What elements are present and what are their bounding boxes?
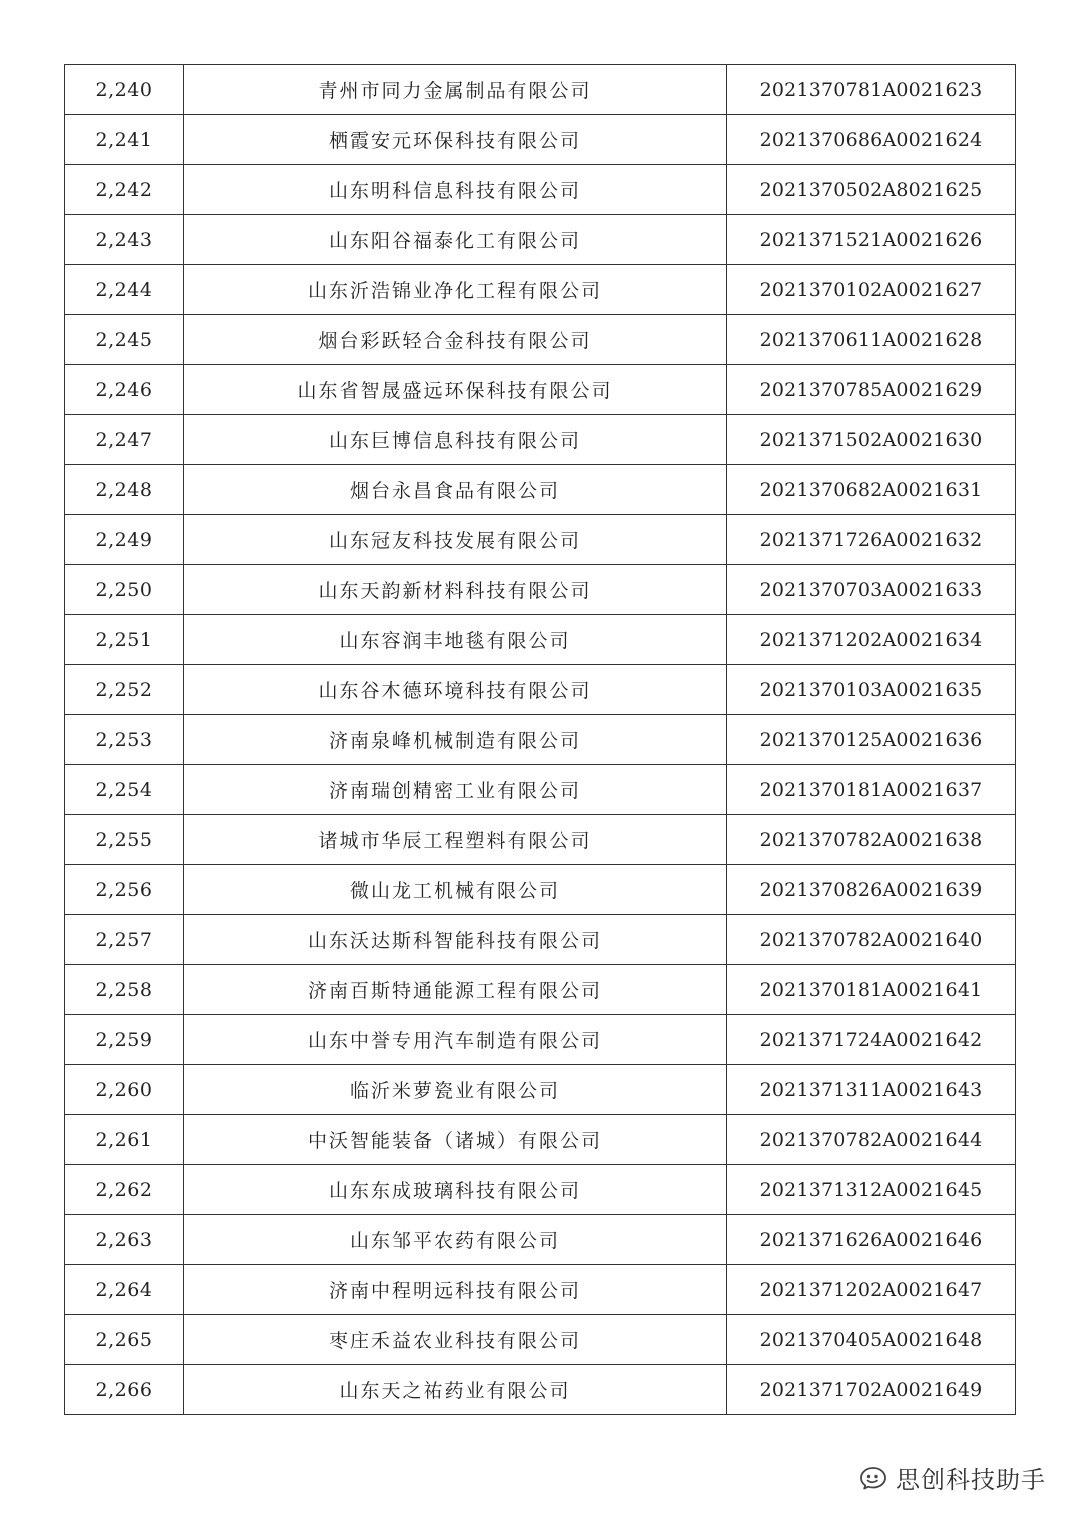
- row-number: 2,258: [65, 965, 184, 1015]
- row-number: 2,246: [65, 365, 184, 415]
- company-name: 山东天之祐药业有限公司: [184, 1365, 727, 1415]
- registration-code: 2021370502A8021625: [727, 165, 1016, 215]
- company-name: 山东沃达斯科智能科技有限公司: [184, 915, 727, 965]
- table-row: [65, 65, 1016, 115]
- registry-table-body: [65, 65, 1016, 1415]
- registration-code: 2021371726A0021632: [727, 515, 1016, 565]
- company-name: 山东东成玻璃科技有限公司: [184, 1165, 727, 1215]
- row-number: 2,254: [65, 765, 184, 815]
- row-number: 2,250: [65, 565, 184, 615]
- table-row: [65, 815, 1016, 865]
- row-number: 2,242: [65, 165, 184, 215]
- table-row: [65, 515, 1016, 565]
- table-row: [65, 565, 1016, 615]
- company-name: 济南百斯特通能源工程有限公司: [184, 965, 727, 1015]
- registration-code: 2021370405A0021648: [727, 1315, 1016, 1365]
- row-number: 2,243: [65, 215, 184, 265]
- registration-code: 2021370611A0021628: [727, 315, 1016, 365]
- company-name: 山东中誉专用汽车制造有限公司: [184, 1015, 727, 1065]
- company-name: 诸城市华辰工程塑料有限公司: [184, 815, 727, 865]
- table-row: [65, 665, 1016, 715]
- table-row: [65, 1365, 1016, 1415]
- company-name: 山东容润丰地毯有限公司: [184, 615, 727, 665]
- company-name: 山东巨博信息科技有限公司: [184, 415, 727, 465]
- row-number: 2,257: [65, 915, 184, 965]
- registration-code: 2021370782A0021640: [727, 915, 1016, 965]
- row-number: 2,263: [65, 1215, 184, 1265]
- company-name: 山东邹平农药有限公司: [184, 1215, 727, 1265]
- table-row: [65, 115, 1016, 165]
- company-name: 山东沂浩锦业净化工程有限公司: [184, 265, 727, 315]
- registry-table: [64, 64, 1016, 1415]
- company-name: 临沂米萝瓷业有限公司: [184, 1065, 727, 1115]
- row-number: 2,252: [65, 665, 184, 715]
- table-row: [65, 1215, 1016, 1265]
- company-name: 栖霞安元环保科技有限公司: [184, 115, 727, 165]
- company-name: 山东省智晟盛远环保科技有限公司: [184, 365, 727, 415]
- table-row: [65, 165, 1016, 215]
- row-number: 2,240: [65, 65, 184, 115]
- row-number: 2,265: [65, 1315, 184, 1365]
- company-name: 枣庄禾益农业科技有限公司: [184, 1315, 727, 1365]
- company-name: 中沃智能装备（诸城）有限公司: [184, 1115, 727, 1165]
- registration-code: 2021371202A0021647: [727, 1265, 1016, 1315]
- registration-code: 2021370181A0021641: [727, 965, 1016, 1015]
- table-row: [65, 1315, 1016, 1365]
- registration-code: 2021370125A0021636: [727, 715, 1016, 765]
- table-row: [65, 215, 1016, 265]
- company-name: 青州市同力金属制品有限公司: [184, 65, 727, 115]
- registration-code: 2021370782A0021638: [727, 815, 1016, 865]
- table-row: [65, 1015, 1016, 1065]
- company-name: 山东天韵新材料科技有限公司: [184, 565, 727, 615]
- table-row: [65, 615, 1016, 665]
- row-number: 2,266: [65, 1365, 184, 1415]
- table-row: [65, 715, 1016, 765]
- table-row: [65, 765, 1016, 815]
- company-name: 济南瑞创精密工业有限公司: [184, 765, 727, 815]
- registration-code: 2021370682A0021631: [727, 465, 1016, 515]
- watermark-label: 思创科技助手: [896, 1466, 1046, 1494]
- row-number: 2,260: [65, 1065, 184, 1115]
- registration-code: 2021371702A0021649: [727, 1365, 1016, 1415]
- row-number: 2,248: [65, 465, 184, 515]
- registration-code: 2021370781A0021623: [727, 65, 1016, 115]
- table-row: [65, 1165, 1016, 1215]
- row-number: 2,256: [65, 865, 184, 915]
- company-name: 微山龙工机械有限公司: [184, 865, 727, 915]
- company-name: 烟台彩跃轻合金科技有限公司: [184, 315, 727, 365]
- table-row: [65, 965, 1016, 1015]
- table-row: [65, 265, 1016, 315]
- company-name: 烟台永昌食品有限公司: [184, 465, 727, 515]
- row-number: 2,249: [65, 515, 184, 565]
- row-number: 2,251: [65, 615, 184, 665]
- company-name: 山东阳谷福泰化工有限公司: [184, 215, 727, 265]
- registration-code: 2021371502A0021630: [727, 415, 1016, 465]
- table-row: [65, 315, 1016, 365]
- row-number: 2,241: [65, 115, 184, 165]
- row-number: 2,264: [65, 1265, 184, 1315]
- table-row: [65, 1065, 1016, 1115]
- table-row: [65, 465, 1016, 515]
- table-row: [65, 365, 1016, 415]
- table-row: [65, 1265, 1016, 1315]
- registration-code: 2021370703A0021633: [727, 565, 1016, 615]
- watermark: [858, 1460, 1046, 1495]
- row-number: 2,262: [65, 1165, 184, 1215]
- table-row: [65, 1115, 1016, 1165]
- company-name: 济南泉峰机械制造有限公司: [184, 715, 727, 765]
- row-number: 2,245: [65, 315, 184, 365]
- registration-code: 2021370826A0021639: [727, 865, 1016, 915]
- registration-code: 2021371521A0021626: [727, 215, 1016, 265]
- row-number: 2,244: [65, 265, 184, 315]
- wechat-official-account-icon: [858, 1465, 888, 1491]
- row-number: 2,255: [65, 815, 184, 865]
- row-number: 2,247: [65, 415, 184, 465]
- row-number: 2,261: [65, 1115, 184, 1165]
- registration-code: 2021370102A0021627: [727, 265, 1016, 315]
- registration-code: 2021370782A0021644: [727, 1115, 1016, 1165]
- registration-code: 2021371312A0021645: [727, 1165, 1016, 1215]
- row-number: 2,253: [65, 715, 184, 765]
- table-row: [65, 415, 1016, 465]
- company-name: 山东冠友科技发展有限公司: [184, 515, 727, 565]
- registration-code: 2021370181A0021637: [727, 765, 1016, 815]
- company-name: 山东谷木德环境科技有限公司: [184, 665, 727, 715]
- row-number: 2,259: [65, 1015, 184, 1065]
- table-row: [65, 865, 1016, 915]
- company-name: 济南中程明远科技有限公司: [184, 1265, 727, 1315]
- registration-code: 2021371202A0021634: [727, 615, 1016, 665]
- registration-code: 2021370785A0021629: [727, 365, 1016, 415]
- table-row: [65, 915, 1016, 965]
- company-name: 山东明科信息科技有限公司: [184, 165, 727, 215]
- registration-code: 2021371724A0021642: [727, 1015, 1016, 1065]
- registration-code: 2021370686A0021624: [727, 115, 1016, 165]
- registration-code: 2021371311A0021643: [727, 1065, 1016, 1115]
- registration-code: 2021370103A0021635: [727, 665, 1016, 715]
- registration-code: 2021371626A0021646: [727, 1215, 1016, 1265]
